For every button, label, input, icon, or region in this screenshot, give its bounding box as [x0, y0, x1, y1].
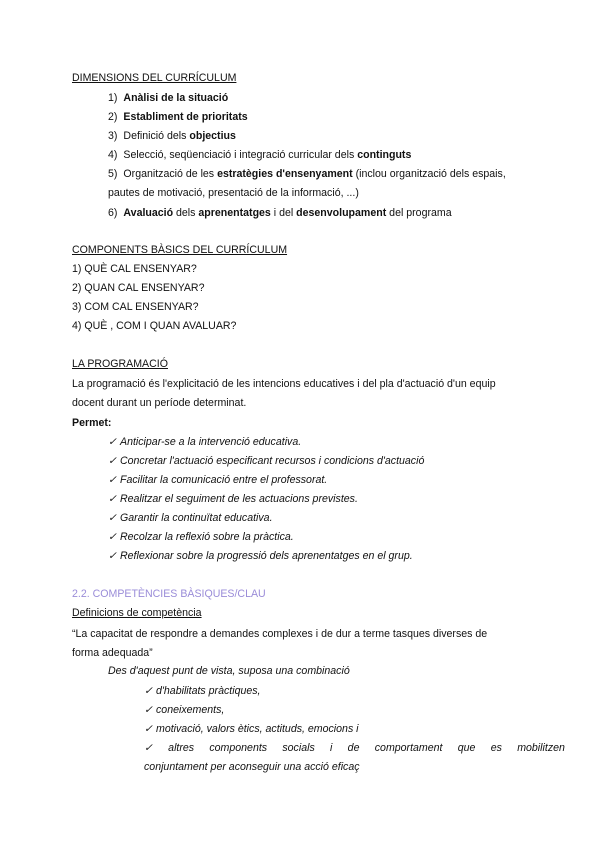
components-item: 3) COM CAL ENSENYAR? [72, 301, 199, 313]
permet-item [108, 473, 327, 487]
permet-item-text: Concretar l'actuació especificant recursos i condicions d'actuació [120, 455, 425, 467]
item-number: 4) [108, 149, 118, 161]
item-text: Establiment de prioritats [123, 111, 248, 123]
dimensions-heading: DIMENSIONS DEL CURRÍCULUM [72, 72, 237, 84]
word: altres [168, 742, 195, 754]
dimensions-item [108, 129, 236, 143]
permet-item [108, 454, 424, 468]
programacio-paragraph-line: docent durant un període determinat. [72, 397, 247, 409]
permet-label: Permet: [72, 417, 112, 429]
permet-item-text: Realitzar el seguiment de les actuacions previstes. [120, 493, 358, 505]
dimensions-item [108, 91, 228, 105]
word: i [330, 742, 333, 754]
components-item: 1) QUÈ CAL ENSENYAR? [72, 263, 197, 275]
components-item: 2) QUAN CAL ENSENYAR? [72, 282, 205, 294]
dimensions-item [108, 167, 506, 181]
item-text: del programa [386, 207, 452, 219]
checkmark-icon: ✓ [144, 742, 153, 754]
checkmark-icon: ✓ [108, 436, 117, 448]
definicions-subheading: Definicions de competència [72, 607, 202, 619]
dimensions-item [108, 148, 411, 162]
programacio-paragraph-line: La programació és l'explicitació de les intencions educatives i del pla d'actuació d'un equip [72, 378, 496, 390]
permet-item-text: Recolzar la reflexió sobre la pràctica. [120, 531, 294, 543]
checkmark-icon: ✓ [108, 550, 117, 562]
permet-item [108, 549, 413, 563]
checkmark-icon: ✓ [108, 531, 117, 543]
dimensions-item [108, 110, 248, 124]
word: que [457, 742, 476, 754]
checkmark-icon: ✓ [144, 704, 153, 716]
checkmark-icon: ✓ [108, 474, 117, 486]
combination-item-text: coneixements, [156, 704, 225, 716]
checkmark-icon: ✓ [144, 723, 153, 735]
combination-last-line2: conjuntament per aconseguir una acció eficaç [144, 761, 360, 773]
combination-last-item [144, 741, 565, 755]
competencies-heading: 2.2. COMPETÈNCIES BÀSIQUES/CLAU [72, 588, 266, 600]
word: comportament [374, 742, 443, 754]
item-text: i del [270, 207, 297, 219]
word: de [347, 742, 360, 754]
checkmark-icon: ✓ [144, 685, 153, 697]
checkmark-icon: ✓ [108, 512, 117, 524]
combination-item-text: d'habilitats pràctiques, [156, 685, 261, 697]
item-text: Organització de les [123, 168, 218, 180]
permet-item-text: Garantir la continuïtat educativa. [120, 512, 273, 524]
permet-item [108, 511, 273, 525]
combination-intro: Des d'aquest punt de vista, suposa una combinació [108, 665, 350, 677]
permet-item [108, 530, 294, 544]
item-text: Anàlisi de la situació [123, 92, 229, 104]
word: components [209, 742, 268, 754]
item-text: estratègies d'ensenyament [217, 168, 353, 180]
components-item: 4) QUÈ , COM I QUAN AVALUAR? [72, 320, 237, 332]
quote-line: forma adequada” [72, 647, 153, 659]
item-text: Avaluació [123, 207, 174, 219]
components-heading: COMPONENTS BÀSICS DEL CURRÍCULUM [72, 244, 288, 256]
item-text: continguts [357, 149, 412, 161]
item-number: 2) [108, 111, 118, 123]
permet-item [108, 435, 301, 449]
permet-item-text: Facilitar la comunicació entre el professorat. [120, 474, 328, 486]
checkmark-icon: ✓ [108, 493, 117, 505]
dimensions-item [108, 206, 452, 220]
item-text: desenvolupament [296, 207, 387, 219]
item-text: aprenentatges [198, 207, 271, 219]
combination-item-text: motivació, valors ètics, actituds, emocions i [156, 723, 359, 735]
item-text: objectius [189, 130, 236, 142]
item-number: 6) [108, 207, 118, 219]
permet-item-text: Anticipar-se a la intervenció educativa. [120, 436, 302, 448]
item-number: 3) [108, 130, 118, 142]
combination-item [144, 703, 224, 717]
quote-line: “La capacitat de respondre a demandes complexes i de dur a terme tasques diverses de [72, 628, 488, 640]
word: mobilitzen [517, 742, 565, 754]
item-number: 5) [108, 168, 118, 180]
dimensions-item [108, 186, 359, 200]
item-text: (inclou organització dels espais, [352, 168, 506, 180]
word: es [490, 742, 502, 754]
item-text: Definició dels [123, 130, 190, 142]
item-text: pautes de motivació, presentació de la informació, ...) [108, 187, 359, 199]
justified-line [144, 741, 565, 755]
item-text: dels [173, 207, 199, 219]
permet-item [108, 492, 358, 506]
word: socials [282, 742, 315, 754]
programacio-heading: LA PROGRAMACIÓ [72, 358, 168, 370]
combination-item [144, 722, 359, 736]
item-number: 1) [108, 92, 118, 104]
item-text: Selecció, seqüenciació i integració curricular dels [123, 149, 358, 161]
permet-item-text: Reflexionar sobre la progressió dels aprenentatges en el grup. [120, 550, 413, 562]
checkmark-icon: ✓ [108, 455, 117, 467]
combination-item [144, 684, 261, 698]
